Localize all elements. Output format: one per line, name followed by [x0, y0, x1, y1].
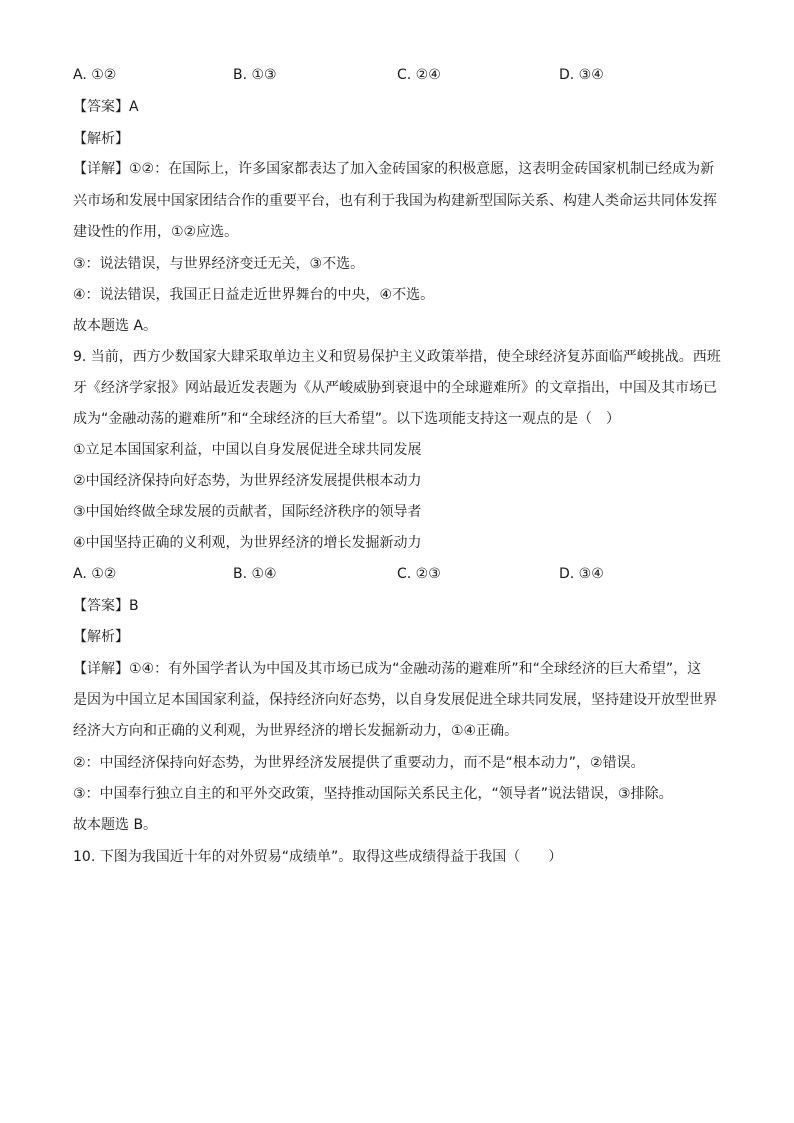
q9-option-b: B. ①④: [233, 566, 277, 582]
q8-detail-line-1: 【详解】①②：在国际上，许多国家都表达了加入金砖国家的积极意愿，这表明金砖国家机制已经成为新: [73, 161, 715, 177]
q8-answer: 【答案】A: [73, 99, 139, 115]
q9-detail-line-2: 是因为中国立足本国国家利益，保持经济向好态势，以自身发展促进全球共同发展，坚持建设开放型世界: [73, 692, 717, 708]
q9-statement-3: ③中国始终做全球发展的贡献者，国际经济秩序的领导者: [73, 504, 422, 520]
q10-stem: 10. 下图为我国近十年的对外贸易“成绩单”。取得这些成绩得益于我国（ ）: [73, 849, 563, 865]
q8-option-b: B. ①③: [233, 67, 277, 83]
q8-conclusion: 故本题选 A。: [73, 318, 158, 334]
q9-detail-line-1: 【详解】①④：有外国学者认为中国及其市场已成为“金融动荡的避难所”和“全球经济的巨大希望”，这: [73, 661, 702, 677]
q9-options: [73, 563, 723, 585]
q8-option-d: D. ③④: [559, 67, 604, 83]
q9-option-a: A. ①②: [73, 566, 117, 582]
q8-options: [73, 64, 723, 86]
q8-analysis-heading: 【解析】: [73, 131, 129, 147]
q9-statement-1: ①立足本国国家利益，中国以自身发展促进全球共同发展: [73, 442, 422, 458]
q8-option-a: A. ①②: [73, 67, 117, 83]
q9-option-d: D. ③④: [559, 566, 604, 582]
q9-stem-line-1: 9. 当前，西方少数国家大肆采取单边主义和贸易保护主义政策举措，使全球经济复苏面临严峻挑战。西班: [73, 349, 721, 365]
q9-stem-line-2: 牙《经济学家报》网站最近发表题为《从严峻威胁到衰退中的全球避难所》的文章指出，中国及其市场已: [73, 380, 717, 396]
q8-note-3: ③：说法错误，与世界经济变迁无关，③不选。: [73, 256, 365, 272]
q8-detail-line-3: 建设性的作用，①②应选。: [73, 224, 239, 240]
q9-stem-line-3: 成为“金融动荡的避难所”和“全球经济的巨大希望”。以下选项能支持这一观点的是（ ）: [73, 411, 621, 427]
q9-detail-line-3: 经济大方向和正确的义利观，为世界经济的增长发掘新动力，①④正确。: [73, 723, 519, 739]
q9-statement-2: ②中国经济保持向好态势，为世界经济发展提供根本动力: [73, 473, 422, 489]
q8-detail-line-2: 兴市场和发展中国家团结合作的重要平台，也有利于我国为构建新型国际关系、构建人类命运共同体发挥: [73, 193, 717, 209]
q9-analysis-heading: 【解析】: [73, 629, 129, 645]
q9-option-c: C. ②③: [397, 566, 441, 582]
q9-conclusion: 故本题选 B。: [73, 817, 158, 833]
q9-note-3: ③：中国奉行独立自主的和平外交政策，坚持推动国际关系民主化，“领导者”说法错误，③排除。: [73, 786, 673, 802]
q9-answer: 【答案】B: [73, 598, 139, 614]
q9-note-2: ②：中国经济保持向好态势，为世界经济发展提供了重要动力，而不是“根本动力”，②错误。: [73, 755, 645, 771]
q8-option-c: C. ②④: [397, 67, 441, 83]
q9-statement-4: ④中国坚持正确的义利观，为世界经济的增长发掘新动力: [73, 535, 422, 551]
q8-note-4: ④：说法错误，我国正日益走近世界舞台的中央，④不选。: [73, 287, 435, 303]
